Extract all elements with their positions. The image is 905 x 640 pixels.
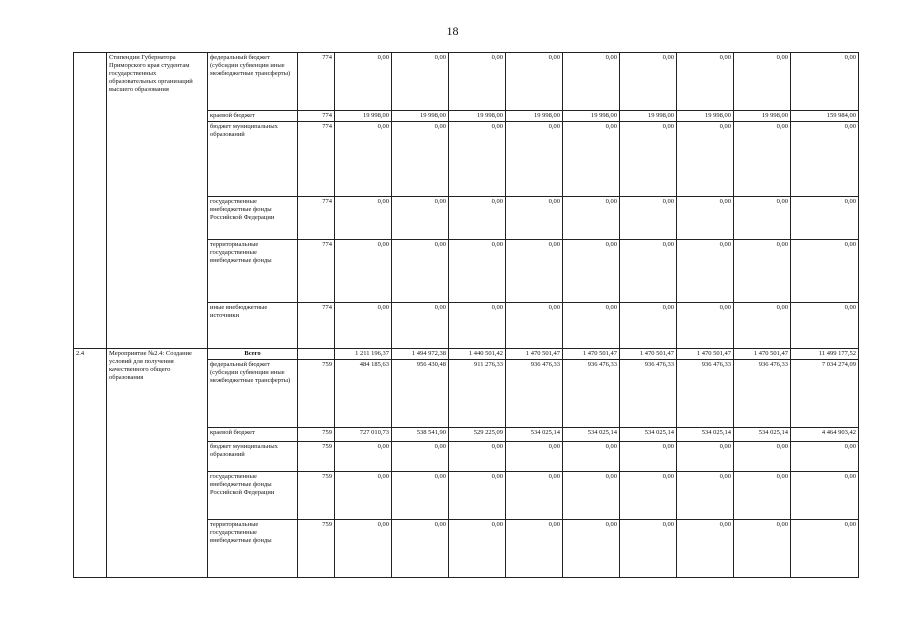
total-value: 0,00 <box>791 122 859 197</box>
year-value: 0,00 <box>677 53 734 111</box>
year-value: 0,00 <box>620 472 677 520</box>
year-value: 534 025,14 <box>734 428 791 442</box>
year-value: 1 470 501,47 <box>506 349 563 360</box>
year-value: 936 476,33 <box>563 360 620 428</box>
funding-source: территориальные государственные внебюджетные фонды <box>208 240 298 303</box>
budget-code <box>298 349 335 360</box>
year-value: 0,00 <box>392 53 449 111</box>
year-value: 0,00 <box>734 240 791 303</box>
year-value: 0,00 <box>335 520 392 578</box>
table-body <box>74 53 859 578</box>
funding-source: государственные внебюджетные фонды Российской Федерации <box>208 197 298 240</box>
year-value: 0,00 <box>620 303 677 349</box>
measure-name: Мероприятие №2.4: Создание условий для получения качественного общего образования <box>107 349 208 578</box>
year-value: 0,00 <box>335 472 392 520</box>
row-index <box>74 53 107 349</box>
year-value: 1 440 501,42 <box>449 349 506 360</box>
funding-source: федеральный бюджет (субсидии субвенции иные межбюджетные трансферты) <box>208 53 298 111</box>
year-value: 0,00 <box>392 520 449 578</box>
year-value: 0,00 <box>449 442 506 472</box>
year-value: 0,00 <box>734 197 791 240</box>
year-value: 19 998,00 <box>449 111 506 122</box>
funding-source: территориальные государственные внебюджетные фонды <box>208 520 298 578</box>
total-value: 4 464 903,42 <box>791 428 859 442</box>
year-value: 1 470 501,47 <box>734 349 791 360</box>
funding-source: бюджет муниципальных образований <box>208 442 298 472</box>
year-value: 0,00 <box>734 442 791 472</box>
year-value: 0,00 <box>563 53 620 111</box>
funding-source: Всего <box>208 349 298 360</box>
year-value: 0,00 <box>392 442 449 472</box>
year-value: 0,00 <box>620 53 677 111</box>
year-value: 0,00 <box>677 303 734 349</box>
year-value: 1 470 501,47 <box>677 349 734 360</box>
total-value: 0,00 <box>791 442 859 472</box>
budget-code: 759 <box>298 520 335 578</box>
year-value: 484 185,63 <box>335 360 392 428</box>
year-value: 19 998,00 <box>734 111 791 122</box>
year-value: 0,00 <box>620 197 677 240</box>
budget-code: 774 <box>298 122 335 197</box>
total-value: 0,00 <box>791 520 859 578</box>
year-value: 534 025,14 <box>620 428 677 442</box>
year-value: 0,00 <box>734 53 791 111</box>
year-value: 0,00 <box>335 122 392 197</box>
year-value: 936 476,33 <box>620 360 677 428</box>
budget-code: 774 <box>298 53 335 111</box>
year-value: 0,00 <box>506 520 563 578</box>
year-value: 19 998,00 <box>677 111 734 122</box>
year-value: 19 998,00 <box>335 111 392 122</box>
year-value: 534 025,14 <box>563 428 620 442</box>
year-value: 0,00 <box>449 303 506 349</box>
total-value: 0,00 <box>791 472 859 520</box>
year-value: 0,00 <box>506 240 563 303</box>
year-value: 0,00 <box>734 472 791 520</box>
year-value: 19 998,00 <box>620 111 677 122</box>
year-value: 0,00 <box>563 303 620 349</box>
year-value: 0,00 <box>449 197 506 240</box>
year-value: 0,00 <box>620 520 677 578</box>
year-value: 0,00 <box>563 472 620 520</box>
budget-code: 759 <box>298 360 335 428</box>
year-value: 0,00 <box>677 442 734 472</box>
budget-code: 759 <box>298 472 335 520</box>
year-value: 0,00 <box>506 197 563 240</box>
year-value: 0,00 <box>449 53 506 111</box>
year-value: 0,00 <box>506 122 563 197</box>
year-value: 0,00 <box>392 122 449 197</box>
total-value: 0,00 <box>791 303 859 349</box>
year-value: 727 010,73 <box>335 428 392 442</box>
row-index: 2.4 <box>74 349 107 578</box>
measure-name: Стипендии Губернатора Приморского края студентам государственных образовательных организаций высшего образования <box>107 53 208 349</box>
year-value: 0,00 <box>620 122 677 197</box>
year-value: 936 476,33 <box>506 360 563 428</box>
year-value: 1 211 196,37 <box>335 349 392 360</box>
page-number: 18 <box>446 24 459 38</box>
total-value: 0,00 <box>791 53 859 111</box>
year-value: 0,00 <box>677 472 734 520</box>
year-value: 0,00 <box>335 197 392 240</box>
year-value: 911 276,33 <box>449 360 506 428</box>
budget-code: 774 <box>298 197 335 240</box>
year-value: 19 998,00 <box>506 111 563 122</box>
year-value: 0,00 <box>449 122 506 197</box>
budget-code: 759 <box>298 428 335 442</box>
year-value: 0,00 <box>506 472 563 520</box>
budget-code: 774 <box>298 303 335 349</box>
year-value: 0,00 <box>506 303 563 349</box>
budget-code: 774 <box>298 111 335 122</box>
year-value: 0,00 <box>677 520 734 578</box>
year-value: 0,00 <box>449 240 506 303</box>
table-row <box>74 53 859 111</box>
funding-source: краевой бюджет <box>208 428 298 442</box>
table-row <box>74 349 859 360</box>
year-value: 0,00 <box>335 240 392 303</box>
year-value: 0,00 <box>734 520 791 578</box>
total-value: 159 984,00 <box>791 111 859 122</box>
budget-code: 774 <box>298 240 335 303</box>
year-value: 0,00 <box>563 122 620 197</box>
funding-source: федеральный бюджет (субсидии субвенции иные межбюджетные трансферты) <box>208 360 298 428</box>
year-value: 0,00 <box>677 197 734 240</box>
year-value: 19 998,00 <box>563 111 620 122</box>
year-value: 1 470 501,47 <box>620 349 677 360</box>
year-value: 0,00 <box>392 472 449 520</box>
year-value: 0,00 <box>449 520 506 578</box>
year-value: 0,00 <box>563 240 620 303</box>
year-value: 0,00 <box>392 303 449 349</box>
year-value: 0,00 <box>335 53 392 111</box>
total-value: 11 499 177,52 <box>791 349 859 360</box>
year-value: 529 225,09 <box>449 428 506 442</box>
year-value: 0,00 <box>563 520 620 578</box>
year-value: 0,00 <box>563 442 620 472</box>
total-value: 0,00 <box>791 197 859 240</box>
funding-source: иные внебюджетные источники <box>208 303 298 349</box>
year-value: 1 470 501,47 <box>563 349 620 360</box>
budget-table <box>73 52 859 578</box>
year-value: 534 025,14 <box>506 428 563 442</box>
year-value: 0,00 <box>677 240 734 303</box>
total-value: 0,00 <box>791 240 859 303</box>
year-value: 956 430,48 <box>392 360 449 428</box>
year-value: 0,00 <box>506 442 563 472</box>
year-value: 0,00 <box>734 122 791 197</box>
year-value: 936 476,33 <box>734 360 791 428</box>
funding-source: краевой бюджет <box>208 111 298 122</box>
funding-source: бюджет муниципальных образований <box>208 122 298 197</box>
year-value: 534 025,14 <box>677 428 734 442</box>
year-value: 0,00 <box>392 240 449 303</box>
year-value: 0,00 <box>620 442 677 472</box>
funding-source: государственные внебюджетные фонды Российской Федерации <box>208 472 298 520</box>
budget-code: 759 <box>298 442 335 472</box>
year-value: 19 998,00 <box>392 111 449 122</box>
year-value: 0,00 <box>449 472 506 520</box>
year-value: 0,00 <box>734 303 791 349</box>
year-value: 0,00 <box>677 122 734 197</box>
year-value: 936 476,33 <box>677 360 734 428</box>
year-value: 0,00 <box>335 303 392 349</box>
year-value: 0,00 <box>563 197 620 240</box>
year-value: 0,00 <box>620 240 677 303</box>
year-value: 0,00 <box>506 53 563 111</box>
year-value: 0,00 <box>335 442 392 472</box>
total-value: 7 034 274,09 <box>791 360 859 428</box>
year-value: 538 541,90 <box>392 428 449 442</box>
year-value: 1 494 972,38 <box>392 349 449 360</box>
year-value: 0,00 <box>392 197 449 240</box>
